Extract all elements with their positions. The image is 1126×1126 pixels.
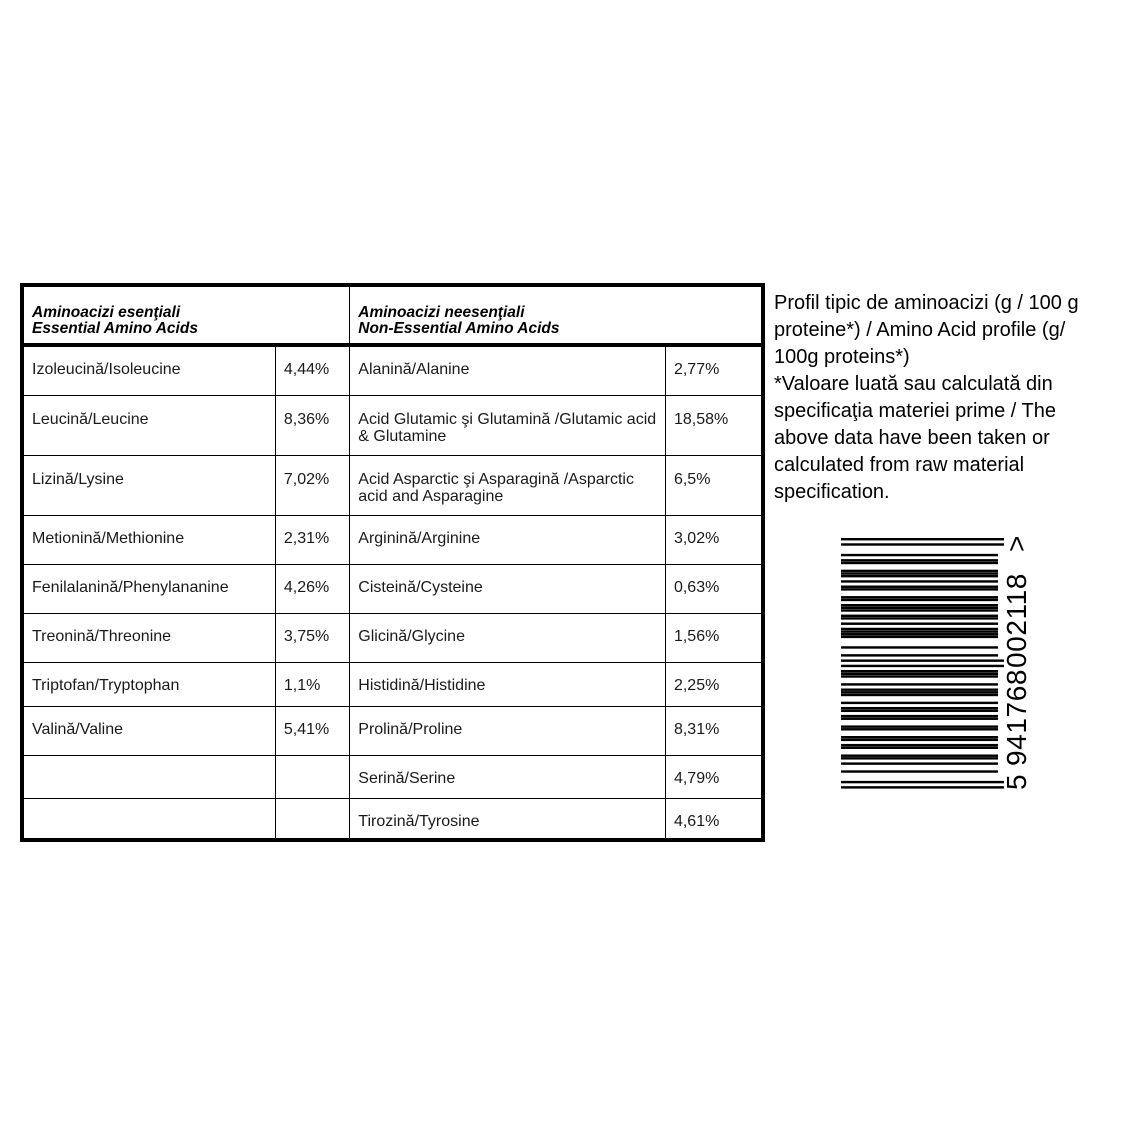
non-essential-name: Tirozină/Tyrosine	[350, 798, 666, 840]
barcode-guard-bar	[841, 781, 1004, 783]
barcode-bar	[841, 683, 998, 685]
barcode-bar	[841, 575, 998, 577]
barcode-bar	[841, 739, 998, 741]
barcode-bar	[841, 707, 998, 709]
non-essential-value: 8,31%	[665, 706, 763, 755]
barcode-bar	[841, 728, 998, 730]
non-essential-name: Arginină/Arginine	[350, 515, 666, 564]
barcode-bar	[841, 604, 998, 606]
essential-value: 8,36%	[275, 395, 349, 455]
essential-value: 7,02%	[275, 455, 349, 515]
barcode-bar	[841, 694, 998, 696]
table-row	[22, 613, 763, 662]
barcode-bar	[841, 580, 998, 582]
table-row	[22, 706, 763, 755]
essential-name: Metionină/Methionine	[22, 515, 275, 564]
essential-value: 4,44%	[275, 345, 349, 395]
non-essential-name: Glicină/Glycine	[350, 613, 666, 662]
barcode-bar	[841, 654, 998, 656]
barcode-bar	[841, 670, 998, 672]
barcode-bar	[841, 688, 998, 690]
non-essential-name: Alanină/Alanine	[350, 345, 666, 395]
essential-name: Treonină/Threonine	[22, 613, 275, 662]
amino-acid-table	[20, 283, 765, 842]
barcode-guard-bar	[841, 538, 1004, 540]
barcode-guard-bar	[841, 665, 1004, 667]
barcode-bar	[841, 586, 998, 588]
barcode-guard-bar	[841, 543, 1004, 545]
barcode-bar	[841, 757, 998, 759]
barcode-bar	[841, 554, 998, 556]
table-header-row	[22, 285, 763, 345]
barcode-bar	[841, 572, 998, 574]
barcode-bar	[841, 702, 998, 704]
table-row	[22, 345, 763, 395]
barcode-bars	[841, 538, 1004, 789]
barcode-bar	[841, 562, 998, 564]
essential-value: 5,41%	[275, 706, 349, 755]
barcode-bar	[841, 633, 998, 635]
non-essential-value: 6,5%	[665, 455, 763, 515]
essential-value	[275, 755, 349, 798]
barcode-bar	[841, 570, 998, 572]
non-essential-value: 2,25%	[665, 662, 763, 706]
barcode	[838, 510, 1034, 792]
non-essential-name: Acid Asparctic şi Asparagină /Asparctic acid and Asparagine	[350, 455, 666, 515]
essential-header	[22, 285, 350, 345]
non-essential-value: 2,77%	[665, 345, 763, 395]
barcode-bar	[841, 646, 998, 648]
barcode-bar	[841, 762, 998, 764]
barcode-bar	[841, 599, 998, 601]
barcode-bar	[841, 636, 998, 638]
essential-name	[22, 755, 275, 798]
barcode-bar	[841, 628, 998, 630]
barcode-graphic	[838, 510, 1034, 792]
barcode-bar	[841, 622, 998, 624]
essential-value	[275, 798, 349, 840]
non-essential-value: 4,79%	[665, 755, 763, 798]
essential-name: Leucină/Leucine	[22, 395, 275, 455]
essential-name: Izoleucină/Isoleucine	[22, 345, 275, 395]
table-row	[22, 515, 763, 564]
barcode-bar	[841, 617, 998, 619]
essential-header-en: Essential Amino Acids	[32, 320, 198, 337]
table-row	[22, 755, 763, 798]
barcode-bar	[841, 715, 998, 717]
non-essential-value: 0,63%	[665, 564, 763, 613]
barcode-bar	[841, 725, 998, 727]
amino-acid-profile-note	[774, 290, 1124, 506]
barcode-bar	[841, 770, 998, 772]
barcode-bar	[841, 675, 998, 677]
non-essential-name: Prolină/Proline	[350, 706, 666, 755]
barcode-bar	[841, 754, 998, 756]
note-line: *Valoare luată sau calculată din	[774, 373, 1053, 395]
barcode-guard-bar	[841, 786, 1004, 788]
table-row	[22, 455, 763, 515]
non-essential-name: Cisteină/Cysteine	[350, 564, 666, 613]
barcode-bar	[841, 559, 998, 561]
note-line: 100g proteins*)	[774, 346, 910, 368]
barcode-bar	[841, 744, 998, 746]
note-line: Profil tipic de aminoacizi (g / 100 g	[774, 292, 1079, 314]
barcode-bar	[841, 691, 998, 693]
barcode-bar	[841, 588, 998, 590]
non-essential-value: 4,61%	[665, 798, 763, 840]
non-essential-name: Histidină/Histidine	[350, 662, 666, 706]
barcode-bar	[841, 630, 998, 632]
essential-value: 4,26%	[275, 564, 349, 613]
non-essential-header	[350, 285, 763, 345]
barcode-bar	[841, 747, 998, 749]
barcode-digits-left: 941768	[1001, 668, 1032, 766]
non-essential-value: 18,58%	[665, 395, 763, 455]
barcode-guard-bar	[841, 659, 1004, 661]
barcode-bar	[841, 736, 998, 738]
essential-value: 3,75%	[275, 613, 349, 662]
essential-name: Valină/Valine	[22, 706, 275, 755]
essential-name: Fenilalanină/Phenylananine	[22, 564, 275, 613]
table-row	[22, 564, 763, 613]
note-line: specification.	[774, 481, 890, 503]
barcode-bar	[841, 718, 998, 720]
table-row	[22, 798, 763, 840]
essential-name: Triptofan/Tryptophan	[22, 662, 275, 706]
essential-value: 1,1%	[275, 662, 349, 706]
non-essential-name: Acid Glutamic şi Glutamină /Glutamic acid & Glutamine	[350, 395, 666, 455]
non-essential-value: 1,56%	[665, 613, 763, 662]
non-essential-value: 3,02%	[665, 515, 763, 564]
barcode-bar	[841, 710, 998, 712]
barcode-end-mark: >	[1001, 535, 1032, 552]
note-line: proteine*) / Amino Acid profile (g/	[774, 319, 1066, 341]
barcode-digits-right: 002118	[1001, 573, 1032, 668]
essential-value: 2,31%	[275, 515, 349, 564]
barcode-bar	[841, 596, 998, 598]
barcode-bar	[841, 673, 998, 675]
barcode-bar	[841, 609, 998, 611]
non-essential-name: Serină/Serine	[350, 755, 666, 798]
non-essential-header-en: Non-Essential Amino Acids	[358, 320, 560, 337]
table-row	[22, 662, 763, 706]
table-row	[22, 395, 763, 455]
essential-header-ro: Aminoacizi esenţiali	[32, 304, 181, 321]
barcode-first-digit: 5	[1001, 774, 1032, 790]
note-line: above data have been taken or	[774, 427, 1050, 449]
essential-name: Lizină/Lysine	[22, 455, 275, 515]
barcode-bar	[841, 607, 998, 609]
note-line: specificaţia materiei prime / The	[774, 400, 1056, 422]
essential-name	[22, 798, 275, 840]
barcode-bar	[841, 615, 998, 617]
note-line: calculated from raw material	[774, 454, 1025, 476]
non-essential-header-ro: Aminoacizi neesenţiali	[358, 304, 525, 321]
